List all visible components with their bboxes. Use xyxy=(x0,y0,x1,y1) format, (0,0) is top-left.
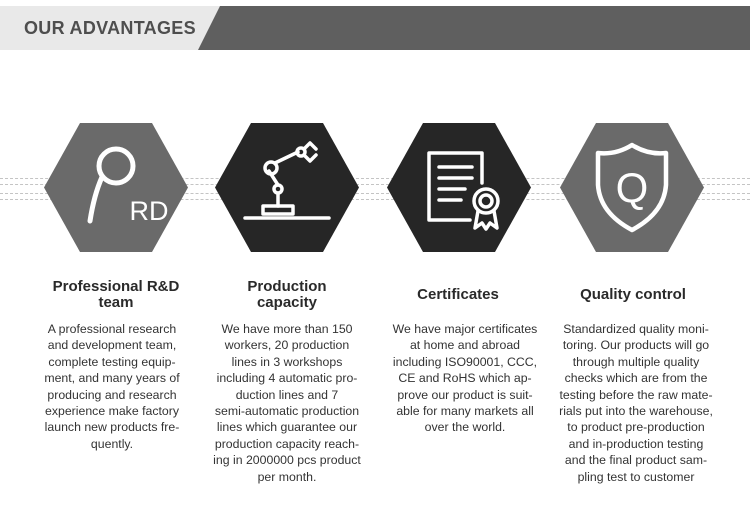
quality-description: Standardized quality moni- toring. Our products will go through multiple quality checks which are from the testing before the raw mate- rials put into the warehouse, to product pre-production and in-production testing and the final product sam- pling test to customer xyxy=(559,322,713,484)
production-hexagon xyxy=(215,123,359,252)
quality-title: Quality control xyxy=(580,286,686,303)
production-description: We have more than 150 workers, 20 production lines in 3 workshops including 4 automatic pro- duction lines and 7 semi-automatic production lines which guarantee our production capacity reach- ing in 2000000 pcs product per month. xyxy=(213,322,361,484)
rd-description: A professional research and development team, complete testing equip- ment, and many years of producing and research experience make factory launch new products fre- quently. xyxy=(44,322,180,451)
rd-title: Professional R&D team xyxy=(52,278,180,311)
quality-hexagon xyxy=(560,123,704,252)
section-header xyxy=(0,6,750,50)
svg-text:Q: Q xyxy=(615,164,649,211)
production-title: Production capacity xyxy=(247,278,327,311)
rd-hexagon xyxy=(44,123,188,252)
svg-text:RD: RD xyxy=(129,196,169,226)
page-title: OUR ADVANTAGES xyxy=(24,18,196,38)
certificates-title: Certificates xyxy=(417,286,499,303)
certificates-description: We have major certificates at home and abroad including ISO90001, CCC, CE and RoHS which ap- prove our product is suit- able for many markets all over the world. xyxy=(392,322,538,435)
certificates-hexagon xyxy=(387,123,531,252)
